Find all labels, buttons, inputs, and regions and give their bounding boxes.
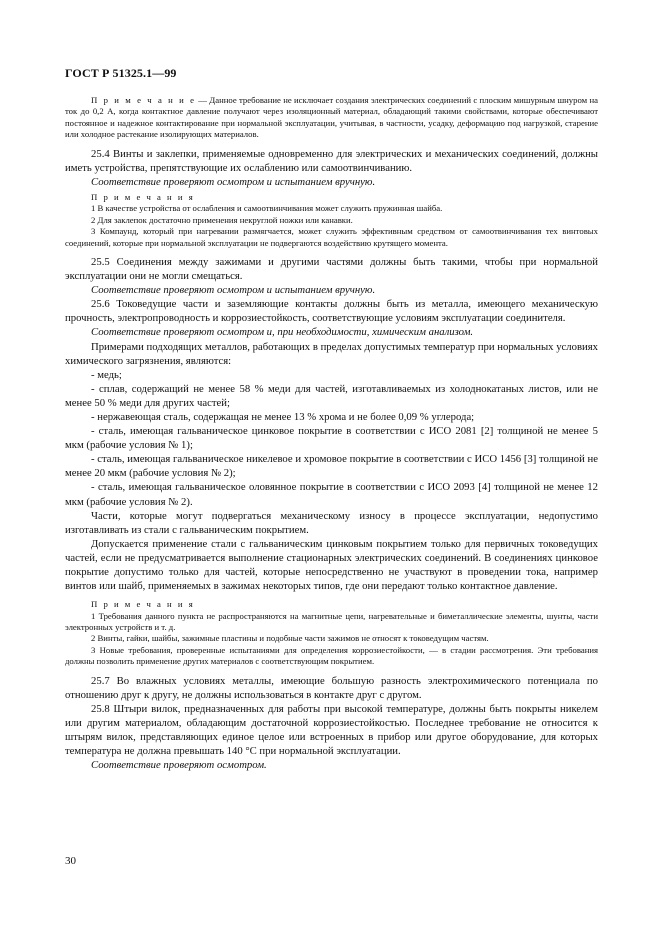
notes-label: П р и м е ч а н и я: [91, 191, 195, 202]
metal-list-item: - сталь, имеющая гальваническое цинковое покрытие в соответствии с ИСО 2081 [2] толщиной не менее 5 мкм (рабочие условия № 1);: [65, 425, 598, 452]
clause-25-4-check: Соответствие проверяют осмотром и испытанием вручную.: [91, 175, 376, 188]
note-text: — Данное требование не исключает создания электрических соединений с плоским мишурным шнуром на ток до 0,2 А, когда контактное давление получают через изоляционный материал, обладающий такими свойствами, которые обеспечивают постоянное и надежное контактирование при нормальной эксплуатации, учитывая, в частности, усадку, деформацию под нагрузкой, старение или холодное растекание изолирующих материалов.: [65, 95, 598, 140]
clause-25-5-check: Соответствие проверяют осмотром и испытанием вручную.: [91, 284, 376, 297]
note-item: 2 Винты, гайки, шайбы, зажимные пластины и подобные части зажимов не относят к токоведущим частям.: [91, 633, 489, 644]
metal-list-item: - медь;: [91, 368, 122, 381]
clause-25-7: 25.7 Во влажных условиях металлы, имеющие большую разность электрохимического потенциала по отношению друг к другу, не должны использоваться в контакте друг с другом.: [65, 674, 598, 701]
note-label: П р и м е ч а н и е: [91, 95, 196, 105]
clause-25-6-check: Соответствие проверяют осмотром и, при необходимости, химическим анализом.: [91, 326, 474, 339]
clause-25-6-examples: Примерами подходящих металлов, работающих в пределах допустимых температур при нормальных условиях химического загрязнения, являются:: [65, 340, 598, 367]
clause-25-6-para: Части, которые могут подвергаться механическому износу в процессе эксплуатации, недопустимо изготавливать из стали с гальваническим покрытием.: [65, 509, 598, 536]
page-number: 30: [65, 855, 76, 867]
note-item: 3 Новые требования, проверенные испытаниями для определения коррозиестойкости, — в стадии рассмотрения. Эти требования должны позволить применение других материалов с соответствующим покрытием.: [65, 644, 598, 667]
metal-list-item: - нержавеющая сталь, содержащая не менее 13 % хрома и не более 0,09 % углерода;: [91, 410, 475, 423]
clause-25-6-para: Допускается применение стали с гальваническим цинковым покрытием только для первичных токоведущих частей, если не предусматривается выполнение стационарных электрических соединений. В соединениях цинковое покрытие допустимо только для частей, которые непосредственно не участвуют в проведении тока, например винтов или шайб, применяемых в зажимах некоторых типов, где они передают только контактное давление.: [65, 537, 598, 593]
page-body: [65, 95, 598, 772]
metal-list-item: - сталь, имеющая гальваническое никелевое и хромовое покрытие в соответствии с ИСО 1456 [3] толщиной не менее 20 мкм (рабочие условия № 2);: [65, 453, 598, 480]
clause-25-8: 25.8 Штыри вилок, предназначенных для работы при высокой температуре, должны быть покрыты никелем или другим материалом, обладающим достаточной коррозиестойкостью. Последнее требование не относится к штырям вилок, представляющих единое целое или встроенных в прибор или другое оборудование, для которых температура не должна превышать 140 °С при нормальной эксплуатации.: [65, 702, 598, 758]
note-item: 1 В качестве устройства от ослабления и самоотвинчивания может служить пружинная шайба.: [91, 203, 443, 214]
clause-25-8-check: Соответствие проверяют осмотром.: [91, 759, 267, 772]
clause-25-6: 25.6 Токоведущие части и заземляющие контакты должны быть из металла, имеющего механическую прочность, электропроводность и коррозиестойкость, соответствующие условиям эксплуатации соединителя.: [65, 298, 598, 325]
note-item: 2 Для заклепок достаточно применения некруглой ножки или канавки.: [91, 214, 353, 225]
metal-list-item: - сплав, содержащий не менее 58 % меди для частей, изготавливаемых из холоднокатаных листов, или не менее 50 % меди для других частей;: [65, 382, 598, 409]
note-item: 1 Требования данного пункта не распространяются на магнитные цепи, нагревательные и биметаллические элементы, шунты, части электронных устройств и т. д.: [65, 610, 598, 632]
document-header: ГОСТ Р 51325.1—99: [65, 66, 177, 80]
clause-25-4: 25.4 Винты и заклепки, применяемые одновременно для электрических и механических соединений, должны иметь устройства, препятствующие их ослаблению или самоотвинчиванию.: [65, 147, 598, 174]
note-item: 3 Компаунд, который при нагревании размягчается, может служить эффективным средством от самоотвинчивания тех винтовых соединений, которые при нормальной эксплуатации не подвергаются воздействию крутящего момента.: [65, 226, 598, 248]
clause-25-5: 25.5 Соединения между зажимами и другими частями должны быть такими, чтобы при нормальной эксплуатации они не могли смещаться.: [65, 255, 598, 283]
note-paragraph: [65, 95, 598, 141]
metal-list-item: - сталь, имеющая гальваническое оловянное покрытие в соответствии с ИСО 2093 [4] толщиной не менее 12 мкм (рабочие условия № 2).: [65, 481, 598, 508]
notes-label: П р и м е ч а н и я: [91, 599, 195, 610]
